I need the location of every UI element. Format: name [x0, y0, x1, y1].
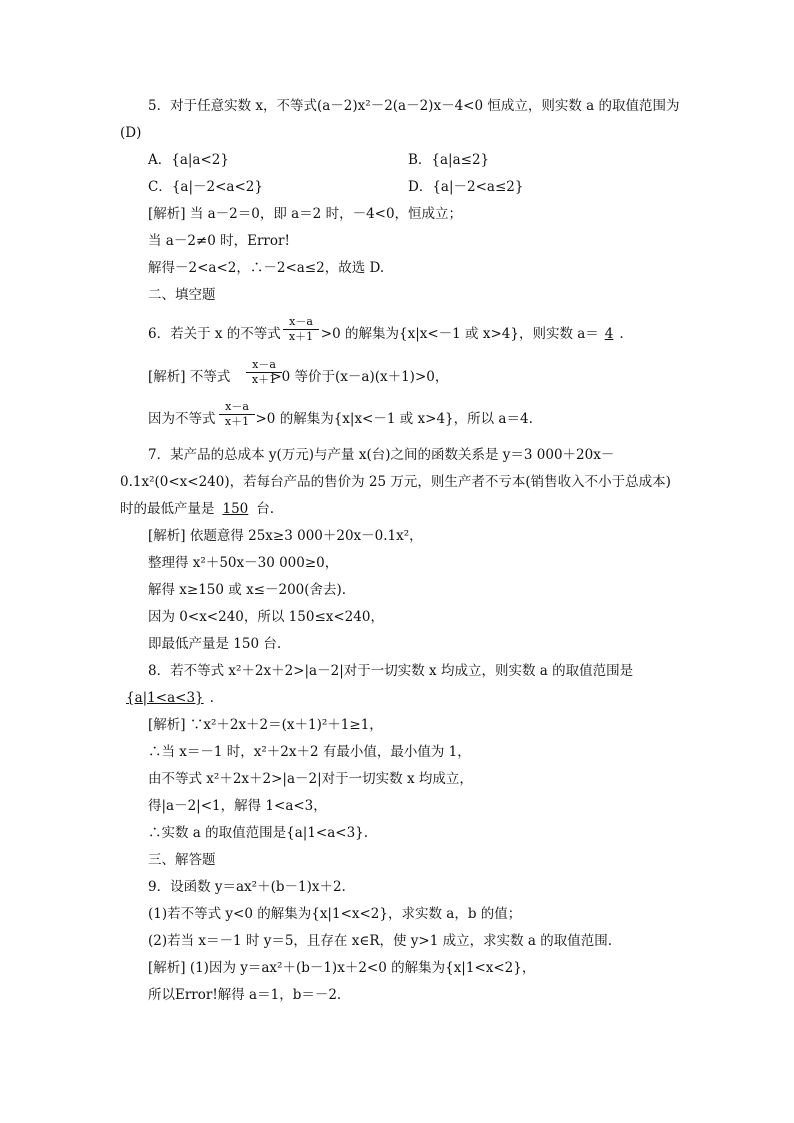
- q6-answer: 4: [604, 326, 614, 342]
- q6-fraction-1: [283, 316, 319, 343]
- q5-option-c: C．{a|－2<a<2}: [148, 179, 263, 195]
- q9-solution-line1: [解析] (1)因为 y＝ax²＋(b－1)x＋2<0 的解集为{x|1<x<2}，: [148, 960, 536, 976]
- q8-solution-line4: 得|a－2|<1，解得 1<a<3，: [148, 798, 327, 814]
- q5-option-b: B．{a|a≤2}: [408, 152, 490, 168]
- q8-line1: 8．若不等式 x²＋2x＋2>|a－2|对于一切实数 x 均成立，则实数 a 的取值范围是: [148, 663, 634, 679]
- q6-line1: [148, 325, 624, 343]
- q6-fraction-3-den: x＋1: [224, 415, 250, 428]
- q7-text-a: 时的最低产量是: [120, 501, 215, 517]
- q6-text-a: 6．若关于 x 的不等式: [148, 326, 281, 342]
- q6-fraction-3: [219, 401, 255, 428]
- q6-fraction-2-den: x＋1: [251, 373, 277, 386]
- q5-solution-line2: 当 a－2≠0 时，Error!: [148, 233, 290, 249]
- q5-solution-line3: 解得－2<a<2，∴－2<a≤2，故选 D.: [148, 260, 385, 276]
- q7-solution-line1: [解析] 依题意得 25x≥3 000＋20x－0.1x²，: [148, 528, 423, 544]
- q7-solution-line4: 因为 0<x<240，所以 150≤x<240，: [148, 609, 384, 625]
- q8-line2: [120, 689, 214, 707]
- q6-solution-a: [解析] 不等式: [148, 369, 231, 385]
- q6-fraction-1-num: x－a: [283, 316, 319, 330]
- q6-fraction-1-den: x＋1: [288, 330, 314, 343]
- q6-solution-line1: [148, 368, 448, 386]
- q8-answer: {a|1<a<3}: [126, 690, 204, 706]
- q6-fraction-3-num: x－a: [219, 401, 255, 415]
- q7-text-b: 台.: [256, 501, 275, 517]
- q6-fraction-2: [246, 359, 282, 386]
- q8-solution-line3: 由不等式 x²＋2x＋2>|a－2|对于一切实数 x 均成立，: [148, 771, 473, 787]
- section-heading-fill-in: 二、填空题: [148, 287, 216, 303]
- q7-solution-line2: 整理得 x²＋50x－30 000≥0，: [148, 555, 339, 571]
- q6-solution-line2: [148, 410, 533, 428]
- q6-solution-d: >0 的解集为{x|x<－1 或 x>4}，所以 a＝4.: [255, 411, 533, 427]
- q8-solution-line2: ∴当 x＝－1 时，x²＋2x＋2 有最小值，最小值为 1，: [148, 744, 471, 760]
- q9-line1: 9．设函数 y＝ax²＋(b－1)x＋2.: [148, 879, 346, 895]
- q7-line2: 0.1x²(0<x<240)，若每台产品的售价为 25 万元，则生产者不亏本(销售收入不小于总成本): [120, 474, 671, 490]
- section-heading-answer: 三、解答题: [148, 852, 216, 868]
- q8-text-b: .: [209, 690, 214, 706]
- q9-line3: (2)若当 x＝－1 时 y＝5，且存在 x∈R，使 y>1 成立，求实数 a 的取值范围.: [148, 933, 613, 949]
- q9-line2: (1)若不等式 y<0 的解集为{x|1<x<2}，求实数 a，b 的值；: [148, 906, 522, 922]
- q5-option-a: A．{a|a<2}: [148, 152, 229, 168]
- q5-solution-line1: [解析] 当 a－2＝0，即 a＝2 时，－4<0，恒成立；: [148, 206, 463, 222]
- q6-text-b: >0 的解集为{x|x<－1 或 x>4}，则实数 a＝: [320, 326, 599, 342]
- q8-solution-line1: [解析] ∵x²＋2x＋2＝(x＋1)²＋1≥1，: [148, 717, 383, 733]
- q7-answer: 150: [222, 501, 249, 517]
- q5-line1: 5．对于任意实数 x，不等式(a－2)x²－2(a－2)x－4<0 恒成立，则实数 a 的取值范围为: [148, 98, 680, 114]
- q6-solution-b: >0 等价于(x－a)(x＋1)>0，: [270, 369, 449, 385]
- q7-line3: [120, 500, 274, 518]
- q7-solution-line5: 即最低产量是 150 台.: [148, 636, 282, 652]
- q7-line1: 7．某产品的总成本 y(万元)与产量 x(台)之间的函数关系是 y＝3 000＋20x－: [148, 447, 615, 463]
- q7-solution-line3: 解得 x≥150 或 x≤－200(舍去).: [148, 582, 347, 598]
- q8-solution-line5: ∴实数 a 的取值范围是{a|1<a<3}.: [148, 825, 369, 841]
- q6-text-c: .: [619, 326, 624, 342]
- q5-option-d: D．{a|－2<a≤2}: [408, 179, 524, 195]
- q9-solution-line2: 所以Error!解得 a＝1，b＝－2.: [148, 987, 342, 1003]
- q5-answer: (D): [120, 125, 142, 141]
- q6-fraction-2-num: x－a: [246, 359, 282, 373]
- q6-solution-c: 因为不等式: [148, 411, 216, 427]
